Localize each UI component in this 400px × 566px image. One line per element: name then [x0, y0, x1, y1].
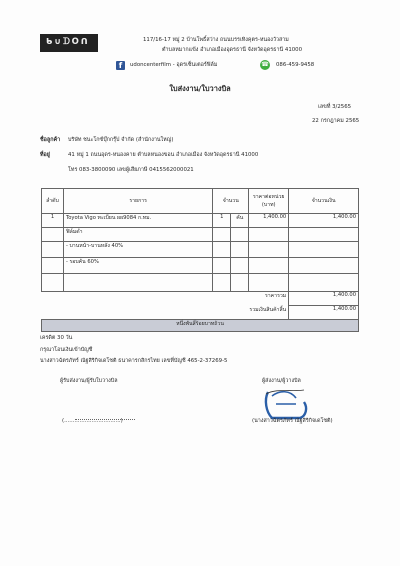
cell-no: 1	[42, 214, 64, 228]
address-line-1: 117/16-17 หมู่ 2 บ้านโพธิ์สว่าง ถนนบรรเทิงคุตร-หนองวัวสาม	[143, 37, 289, 43]
table-row	[42, 242, 359, 258]
table-row	[42, 228, 359, 242]
document-date: 22 กรกฎาคม 2565	[312, 118, 360, 124]
cell-price: 1,400.00	[249, 214, 289, 228]
cell-qty	[213, 228, 231, 242]
document-number: เลขที่ 3/2565	[318, 104, 352, 110]
total-row	[42, 306, 359, 320]
cell-no	[42, 258, 64, 274]
subtotal-label: ราคารวม	[42, 292, 289, 306]
header-qty: จำนวน	[213, 189, 249, 214]
customer-name: บริษัท ชนะโกซ์บุ๊กกรุ๊ป จำกัด (สำนักงานใหญ่)	[68, 137, 174, 143]
header-amount: จำนวนเงิน	[289, 189, 359, 214]
cell-item: ฟิล์มดำ	[63, 228, 212, 242]
header-no: ลำดับ	[42, 189, 64, 214]
total-value: 1,400.00	[289, 306, 359, 320]
address-line-2: ตำบลหมากแข้ง อำเภอเมืองอุดรธานี จังหวัดอุดรธานี 41000	[162, 47, 303, 53]
cell-price	[249, 228, 289, 242]
receiver-name: (.................................)	[62, 418, 123, 424]
total-label: รวมเงินสินค้าสิ้น	[42, 306, 289, 320]
bank-account: นางสาวฉัตรภัทร์ ณัฐสิริกิจเดโชติ ธนาคารกสิกรไทย เลขที่บัญชี 465-2-37269-5	[40, 358, 228, 364]
receiver-sign-label: ผู้รับส่งงาน/ผู้รับใบวางบิล	[60, 378, 118, 384]
customer-contact: โทร 083-3800090 เลขผู้เสียภาษี 0415562000021	[68, 167, 194, 173]
signature-stamp-icon	[262, 388, 310, 422]
cell-no	[42, 228, 64, 242]
transfer-note: กรุณาโอนเงินเข้าบัญชี	[40, 347, 93, 353]
cell-unit	[231, 258, 249, 274]
cell-amount	[289, 258, 359, 274]
cell-no	[42, 242, 64, 258]
document-title: ใบส่งงาน/ใบวางบิล	[169, 84, 231, 93]
sender-name: (นางสาวฉัตรภัทร์ ณัฐสิริกิจเดโชติ)	[252, 418, 333, 424]
cell-qty: 1	[213, 214, 231, 228]
sender-sign-label: ผู้ส่งงาน/ผู้วางบิล	[262, 378, 301, 384]
cell-unit: คัน	[231, 214, 249, 228]
header-item: รายการ	[63, 189, 212, 214]
customer-address-label: ที่อยู่	[40, 152, 50, 158]
cell-amount: 1,400.00	[289, 214, 359, 228]
logo-text: ᑲ∪ᗪOᑎ	[46, 37, 90, 47]
customer-name-label: ชื่อลูกค้า	[40, 137, 61, 143]
cell-qty	[213, 242, 231, 258]
subtotal-row	[42, 292, 359, 306]
header-price: ราคาต่อหน่วย (บาท)	[249, 189, 289, 214]
table-row	[42, 258, 359, 274]
cell-amount	[289, 228, 359, 242]
cell-price	[249, 258, 289, 274]
facebook-icon: f	[116, 61, 125, 70]
cell-unit	[231, 228, 249, 242]
amount-in-words: หนึ่งพันสี่ร้อยบาทถ้วน	[42, 320, 359, 332]
cell-qty	[213, 258, 231, 274]
facebook-page: udoncenterfilm - อุดรเซ็นเตอร์ฟิล์ม	[130, 62, 218, 68]
cell-unit	[231, 242, 249, 258]
company-logo	[40, 34, 98, 52]
table-row	[42, 214, 359, 228]
cell-price	[249, 242, 289, 258]
phone-number: 086-459-9458	[276, 62, 315, 68]
phone-icon: ☎	[261, 61, 269, 68]
cell-item: - บานหน้า-บานหลัง 40%	[63, 242, 212, 258]
subtotal-value: 1,400.00	[289, 292, 359, 306]
cell-amount	[289, 242, 359, 258]
credit-terms: เครดิต 30 วัน	[40, 335, 73, 341]
items-table	[41, 188, 359, 332]
table-row	[42, 274, 359, 292]
amount-words-row	[42, 320, 359, 332]
cell-item: - รอบคัน 60%	[63, 258, 212, 274]
customer-address: 41 หมู่ 1 ถนนอุดร-หนองคาย ตำบลหนองขอน อำเภอเมือง จังหวัดอุดรธานี 41000	[68, 152, 259, 158]
cell-item: Toyota Vigo ทะเบียน ผผ9084 ก.ทม.	[63, 214, 212, 228]
table-header-row	[42, 189, 359, 214]
